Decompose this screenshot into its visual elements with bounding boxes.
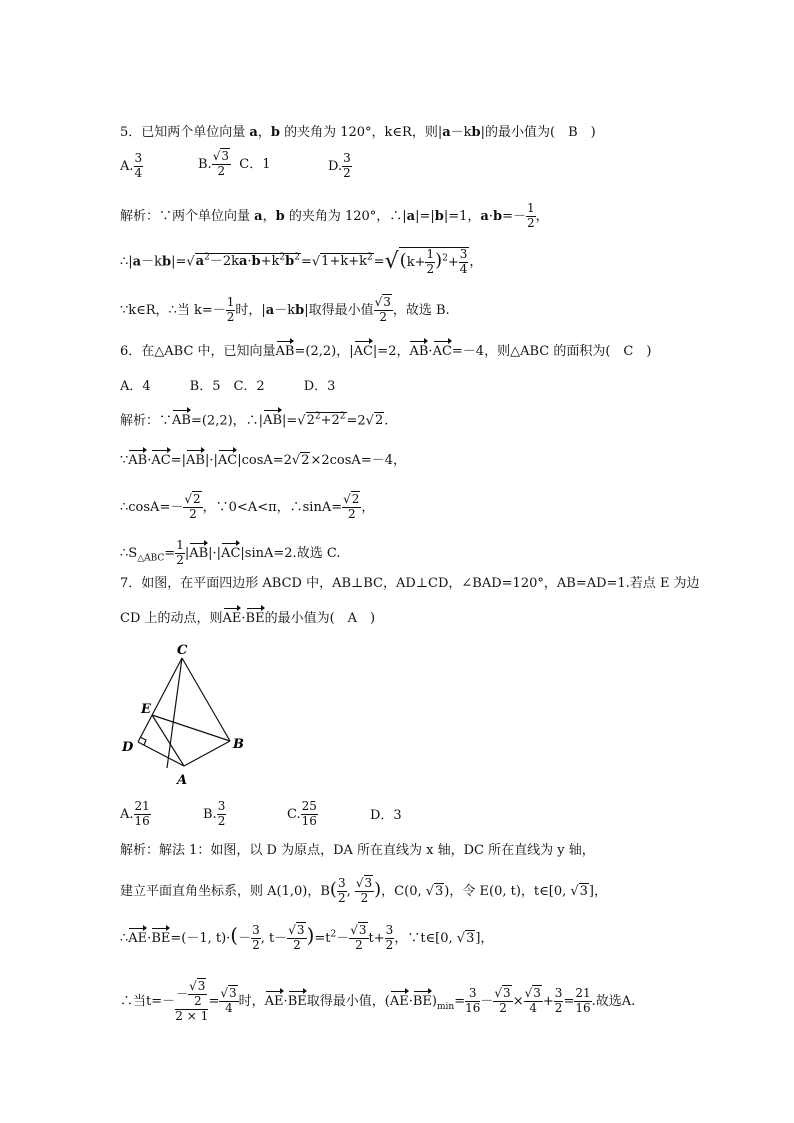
segment-ab [184,741,230,766]
q7-option-c: C. $\frac{25}{16}$ [287,799,317,828]
label-b: B [233,737,244,752]
q7-solution-line2: 建立平面直角坐标系，则 A(1,0)，B( $\frac{3}{2}$ , $\frac{√3}{2}$ )，C(0, √3)，令 E(0, t)，t∈[0, √3]， [120,876,607,905]
q6-solution-line3: ∴cosA=－ $\frac{√2}{2}$ ，∵0<A<π，∴sinA= $\frac{√2}{2}$ ， [120,492,375,521]
q6-solution-line2: ∵AB·AC=|AB|·|AC|cosA=2√2×2cosA=－4， [120,453,406,468]
q7-solution-line3: ∴AE·BE=(－1, t)·(－ $\frac{3}{2}$ , t－ $\frac{√3}{2}$ )$=t^2-$ $\frac{√3}{2}$ t+ $\frac{3}{2}$ ，∵t∈[0, √3]， [120,922,494,952]
q5-option-b: B. $\frac{√3}{2}$ C．1 [198,149,271,178]
q7-figure [115,638,265,790]
q7-stem-line1: 7．如图，在平面四边形 ABCD 中，AB⊥BC，AD⊥CD，∠BAD=120°，AB=AD=1.若点 E 为边 [120,576,700,591]
q5-solution-line1: 解析：∵两个单位向量 a，b 的夹角为 120°，∴|a|=|b|=1，a·b=－ $\frac{1}{2}$ ， [120,201,549,230]
segment-cd [138,658,182,742]
q7-solution-line1: 解析：解法 1：如图，以 D 为原点，DA 所在直线为 x 轴，DC 所在直线为 y 轴， [120,843,595,858]
label-e: E [141,702,151,717]
segment-cb [182,658,230,741]
q7-solution-line4: ∴当t=－ － $\frac{√3}{2}$ 2 × 1 = $\frac{√3}{4}$ 时，AE·BE取得最小值，$(AE\cdot BE)_{min}=$ $\frac{3}{16}$ － $\frac{√3}{2}$ × $\frac{√3}{4}$ + $\frac{3}{2}$ = $\frac{21}{16}$ .故选A. [120,979,636,1023]
q7-option-d: D．3 [370,808,402,823]
label-d: D [122,740,134,755]
q6-solution-line4: $\therefore S_{\triangle ABC}=$ $\frac{1}{2}$ |AB|·|AC|sinA=2.故选 C. [120,538,341,567]
q6-stem: 6．在△ABC 中，已知向量AB=(2,2)，|AC|=2，AB·AC=－4，则△ABC 的面积为( C ) [120,344,652,359]
label-c: C [177,643,188,658]
q5-stem: 5．已知两个单位向量 a，b 的夹角为 120°，k∈R，则|a－kb|的最小值为( B ) [120,125,596,140]
q7-option-b: B. $\frac{3}{2}$ [203,799,226,828]
q7-stem-line2: CD 上的动点，则AE·BE的最小值为( A ) [120,611,376,626]
q6-options: A．4 B．5 C．2 D．3 [120,379,336,394]
q5-solution-line2: $\therefore|a-kb|=√a^2-2ka\cdot b+k^2b^2=√1+k+k^2=√(k+$ $\frac{1}{2}$ )$^2$+ $\frac{3}{4}$ ， [120,247,483,276]
label-a: A [177,773,188,788]
q7-option-a: A. $\frac{21}{16}$ [120,799,150,828]
segment-eb [152,715,230,741]
q5-option-d: D. $\frac{3}{2}$ [328,151,351,180]
q6-solution-line1: 解析：∵AB=(2,2)，$\therefore|AB|=√2^2+2^2=2√2$. [120,412,389,429]
q5-solution-line3: ∵k∈R，∴当 k=－ $\frac{1}{2}$ 时，|a－kb|取得最小值 $\frac{√3}{2}$ ，故选 B. [120,295,450,324]
q5-option-a: A. $\frac{3}{4}$ [120,151,143,180]
